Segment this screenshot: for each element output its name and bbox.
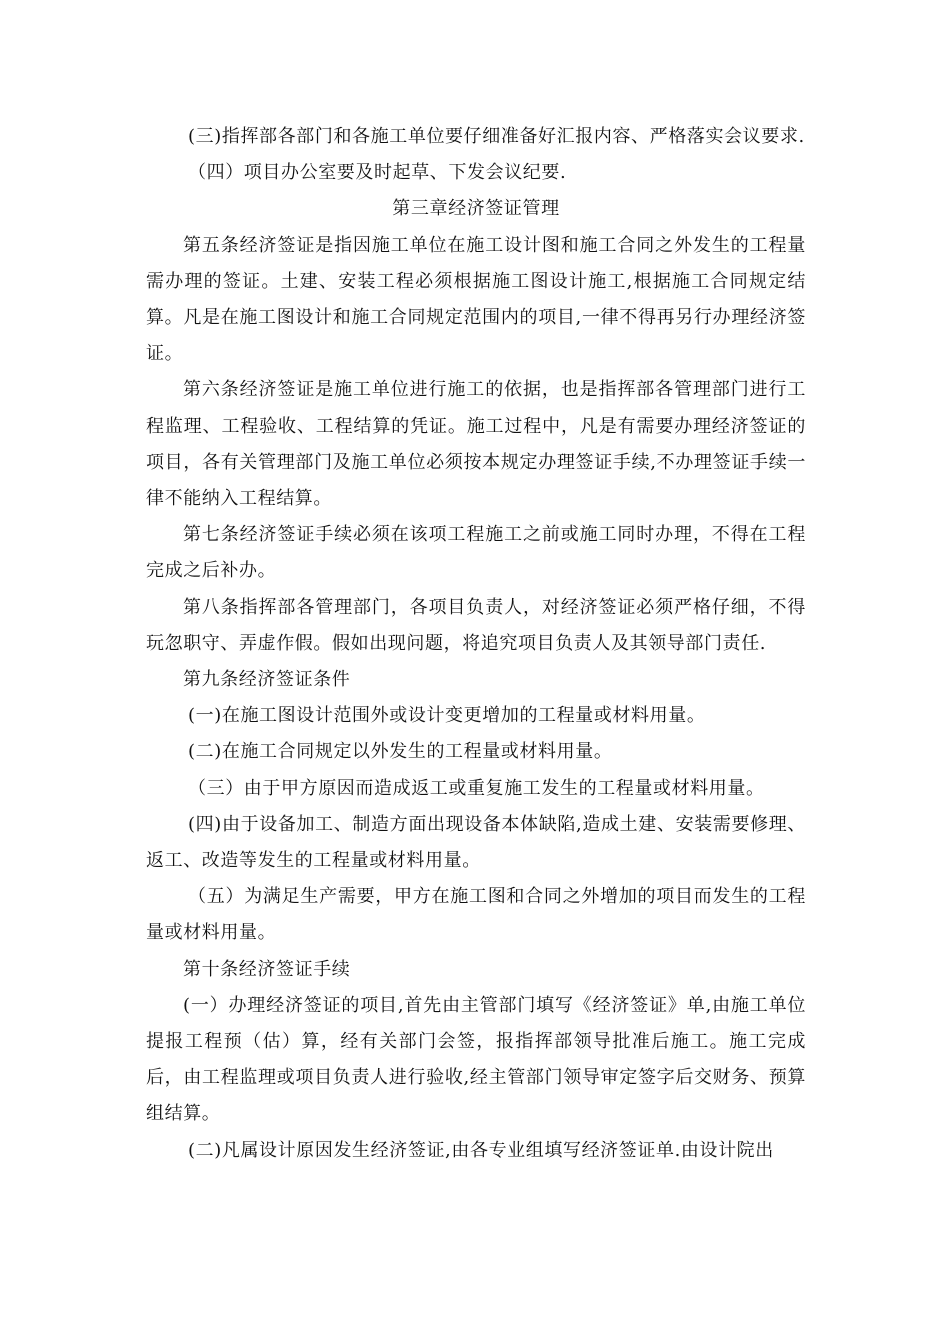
paragraph-item-4: （四）项目办公室要及时起草、下发会议纪要. — [188, 162, 567, 184]
condition-4: (四)由于设备加工、制造方面出现设备本体缺陷,造成土建、安装需要修理、返工、改造等发生的工程量或材料用量。 — [146, 813, 806, 872]
condition-5: （五）为满足生产需要，甲方在施工图和合同之外增加的项目而发生的工程量或材料用量。 — [146, 886, 806, 944]
procedure-2: (二)凡属设计原因发生经济签证,由各专业组填写经济签证单.由设计院出 — [188, 1139, 774, 1161]
procedure-1: (一）办理经济签证的项目,首先由主管部门填写《经济签证》单,由施工单位提报工程预（估）算，经有关部门会签，报指挥部领导批准后施工。施工完成后，由工程监理或项目负责人进行验收,经主管部门领导审定签字后交财务、预算组结算。 — [146, 994, 806, 1125]
article-8: 第八条指挥部各管理部门，各项目负责人，对经济签证必须严格仔细，不得玩忽职守、弄虚作假。假如出现问题，将追究项目负责人及其领导部门责任. — [146, 596, 806, 654]
article-10-title: 第十条经济签证手续 — [183, 958, 351, 980]
condition-2: (二)在施工合同规定以外发生的工程量或材料用量。 — [188, 741, 613, 763]
article-7: 第七条经济签证手续必须在该项工程施工之前或施工同时办理，不得在工程完成之后补办。 — [146, 524, 806, 582]
article-6: 第六条经济签证是施工单位进行施工的依据，也是指挥部各管理部门进行工程监理、工程验收、工程结算的凭证。施工过程中，凡是有需要办理经济签证的项目，各有关管理部门及施工单位必须按本规定办理签证手续,不办理签证手续一律不能纳入工程结算。 — [146, 379, 806, 510]
condition-1: (一)在施工图设计范围外或设计变更增加的工程量或材料用量。 — [188, 705, 706, 727]
article-9-title: 第九条经济签证条件 — [183, 669, 351, 691]
condition-3: （三）由于甲方原因而造成返工或重复施工发生的工程量或材料用量。 — [188, 777, 765, 799]
document-body — [146, 119, 806, 1169]
paragraph-item-3: (三)指挥部各部门和各施工单位要仔细准备好汇报内容、严格落实会议要求. — [188, 126, 805, 147]
article-5: 第五条经济签证是指因施工单位在施工设计图和施工合同之外发生的工程量需办理的签证。土建、安装工程必须根据施工图设计施工,根据施工合同规定结算。凡是在施工图设计和施工合同规定范围内的项目,一律不得再另行办理经济签证。 — [146, 234, 806, 365]
chapter-heading: 第三章经济签证管理 — [392, 198, 560, 220]
